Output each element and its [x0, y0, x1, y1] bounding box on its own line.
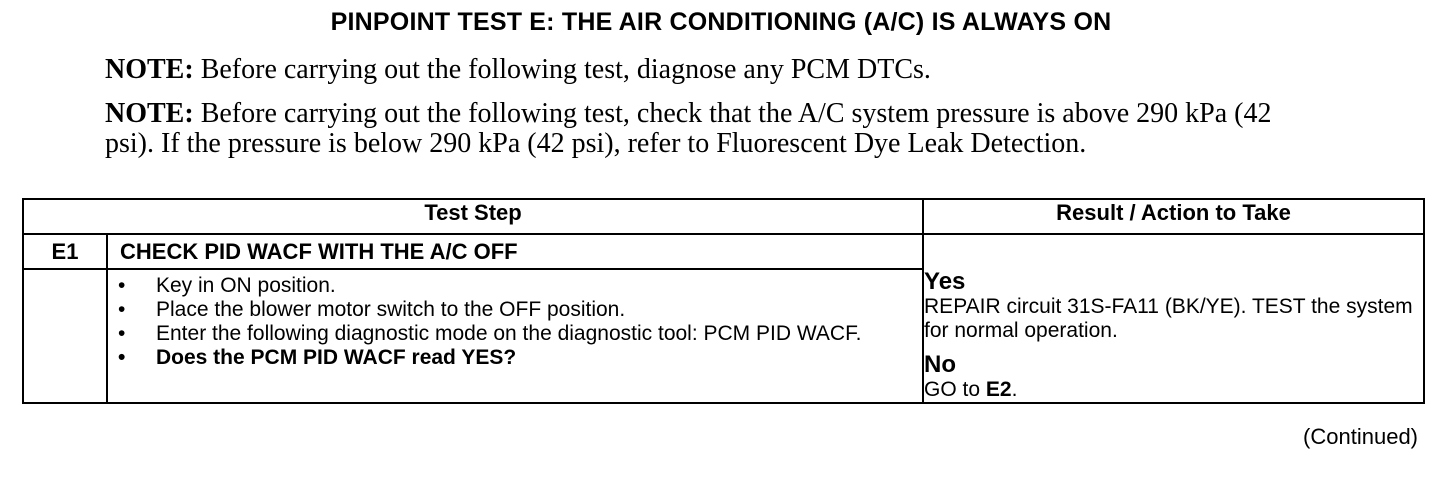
note-text: Before carrying out the following test, check that the A/C system pressure is above 290 kPa (42 psi). If the pressure is below 290 kPa (42 psi), refer to Fluorescent Dye Leak Detection. — [105, 98, 1272, 159]
table-header-row — [23, 199, 1424, 234]
header-result-action: Result / Action to Take — [923, 199, 1424, 234]
no-action-period: . — [1011, 378, 1018, 401]
header-test-step: Test Step — [23, 199, 923, 234]
instruction-text: Place the blower motor switch to the OFF position. — [156, 298, 626, 321]
step-title: CHECK PID WACF WITH THE A/C OFF — [107, 234, 923, 269]
bullet: • — [118, 346, 126, 369]
step-id-spacer — [23, 269, 107, 403]
bullet: • — [118, 298, 126, 321]
instruction-text: Enter the following diagnostic mode on the diagnostic tool: PCM PID WACF. — [156, 322, 862, 345]
note-system-pressure — [105, 99, 1305, 159]
question-text: Does the PCM PID WACF read YES? — [156, 346, 517, 369]
yes-label: Yes — [924, 268, 966, 295]
step-instructions — [107, 269, 923, 403]
pinpoint-test-table — [22, 198, 1425, 404]
bullet: • — [118, 322, 126, 345]
step-title-row — [23, 234, 1424, 269]
note-label: NOTE: — [105, 98, 194, 129]
pinpoint-test-title: PINPOINT TEST E: THE AIR CONDITIONING (A/C) IS ALWAYS ON — [330, 8, 1112, 36]
step-result-cell — [923, 234, 1424, 403]
no-action — [924, 378, 1423, 402]
no-action-text: GO to — [924, 378, 986, 401]
list-item — [118, 274, 922, 298]
list-item — [118, 298, 922, 322]
no-action-target-step: E2 — [985, 378, 1012, 401]
instruction-list — [108, 274, 922, 370]
instruction-text: Key in ON position. — [156, 274, 336, 297]
no-label: No — [924, 351, 957, 378]
note-text: Before carrying out the following test, diagnose any PCM DTCs. — [193, 54, 931, 85]
list-item-question — [118, 346, 922, 370]
note-pcm-dtcs — [105, 55, 1305, 85]
yes-action: REPAIR circuit 31S-FA11 (BK/YE). TEST the system for normal operation. — [924, 295, 1413, 342]
list-item — [118, 322, 922, 346]
bullet: • — [118, 274, 126, 297]
note-label: NOTE: — [105, 54, 194, 85]
step-id: E1 — [23, 234, 107, 269]
continued-label: (Continued) — [1303, 424, 1418, 449]
